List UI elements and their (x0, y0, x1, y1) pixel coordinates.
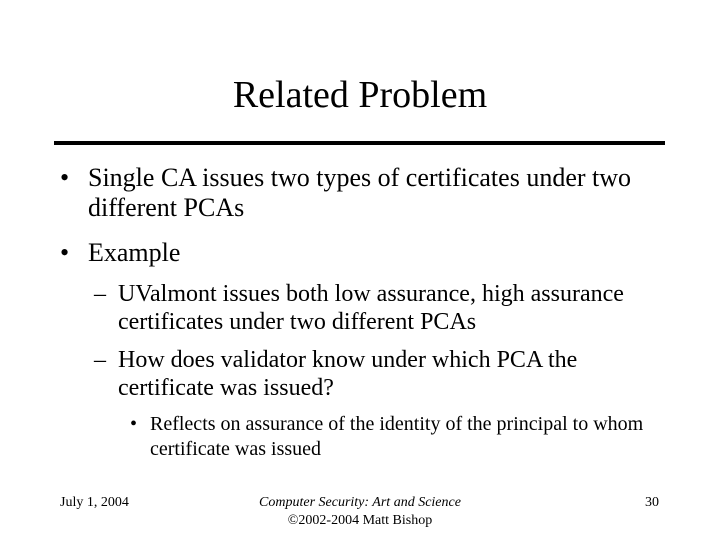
sub-bullet-item (94, 280, 674, 336)
sub-bullet-marker: – (94, 347, 106, 373)
bullet-item (60, 238, 680, 268)
bullet-text: Example (88, 238, 181, 267)
footer-date: July 1, 2004 (60, 495, 129, 510)
bullet-marker: • (60, 238, 70, 267)
sub-bullet-item (94, 346, 674, 402)
sub-sub-bullet-marker: • (130, 413, 138, 435)
bullet-text: Single CA issues two types of certificates under two different PCAs (88, 163, 632, 222)
sub-bullet-text: UValmont issues both low assurance, high assurance certificates under two different PCAs (118, 281, 624, 335)
slide-title: Related Problem (232, 74, 488, 116)
sub-sub-bullet-text: Reflects on assurance of the identity of the principal to whom certificate was issued (150, 413, 644, 460)
sub-bullet-text: How does validator know under which PCA the certificate was issued? (118, 347, 578, 401)
sub-bullet-marker: – (94, 281, 106, 307)
footer-course-title: Computer Security: Art and Science (259, 495, 461, 510)
footer-credits (210, 494, 510, 530)
bullet-marker: • (60, 163, 70, 192)
bullet-item (60, 163, 680, 223)
footer-copyright: ©2002-2004 Matt Bishop (287, 513, 433, 528)
footer-page-number: 30 (645, 495, 659, 510)
sub-sub-bullet-item (130, 412, 670, 462)
